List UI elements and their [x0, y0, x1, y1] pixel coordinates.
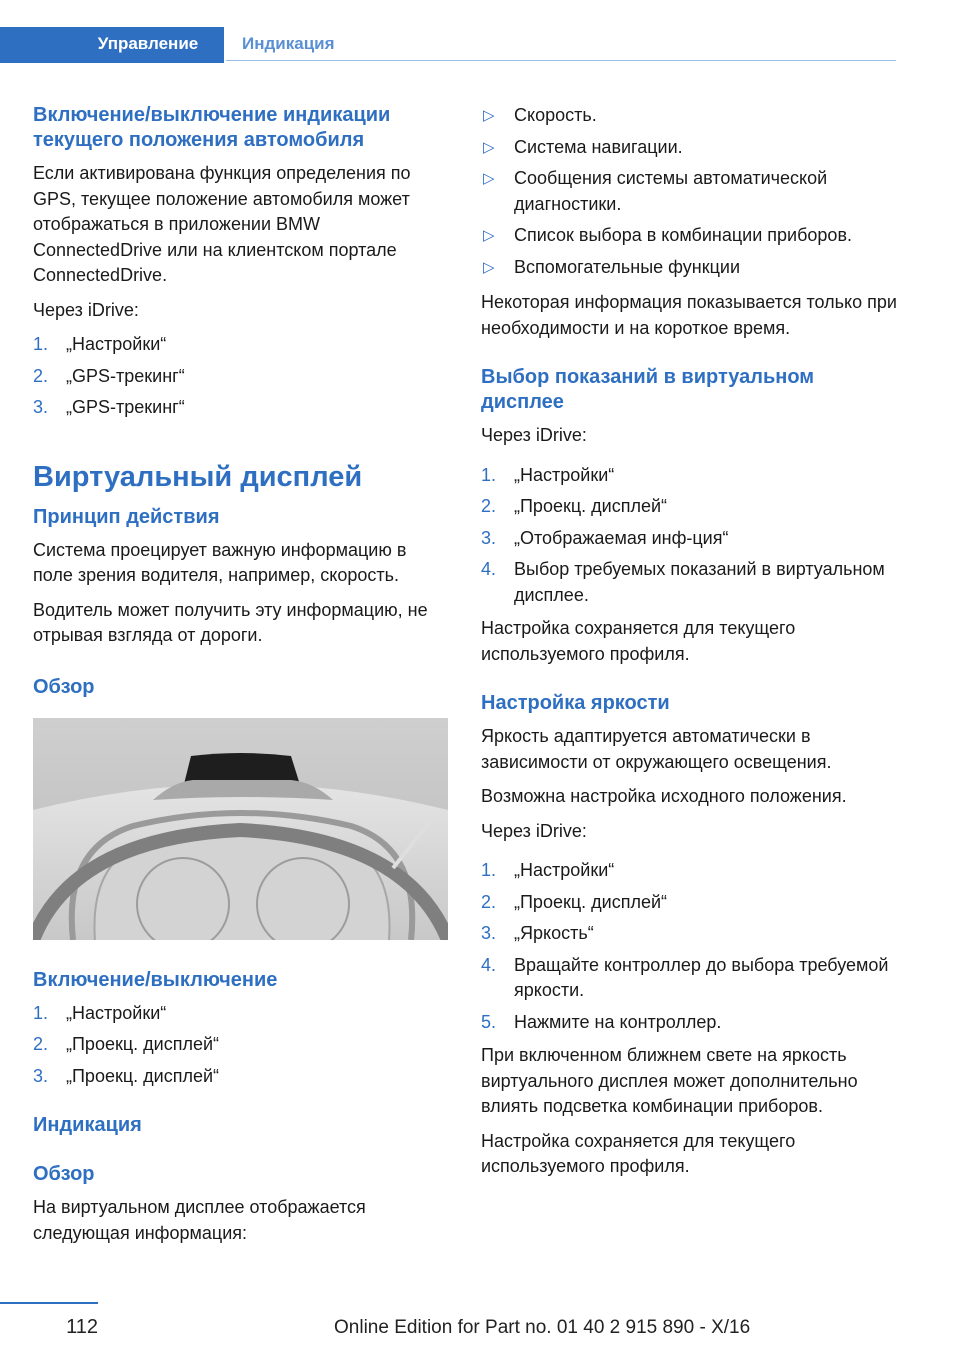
step-number: 3.	[481, 923, 497, 943]
step-text: „GPS-трекинг“	[66, 365, 185, 386]
list-item	[481, 166, 897, 217]
list-item	[481, 103, 897, 129]
paragraph-brightness-2: Возможна настройка исходного положения.	[481, 786, 847, 806]
step-text: „Настройки“	[66, 1002, 167, 1023]
steps-brightness	[481, 858, 897, 1035]
page-number: 112	[66, 1316, 98, 1338]
edition-note: Online Edition for Part no. 01 40 2 915 890 - X/16	[334, 1317, 751, 1338]
step-text: „Настройки“	[514, 464, 615, 485]
step-text: „Проекц. дисплей“	[514, 891, 668, 912]
step-number: 4.	[481, 954, 497, 975]
tab-control[interactable]: Управление	[72, 27, 224, 61]
section-title-gps-position: Включение/выключение индикации текущего положения автомобиля	[33, 104, 391, 151]
steps-select	[481, 463, 897, 609]
section-title-select: Выбор показаний в виртуальном дисплее	[481, 366, 815, 413]
list-item	[481, 921, 897, 947]
header-rule	[0, 61, 224, 63]
list-item	[33, 1032, 449, 1058]
list-item	[481, 557, 897, 608]
bullet-text: Сообщения системы автоматической диагностики.	[514, 168, 828, 214]
right-column	[481, 103, 897, 1189]
via-idrive-label: Через iDrive:	[481, 425, 587, 445]
list-item	[33, 1064, 449, 1090]
list-item	[481, 953, 897, 1004]
paragraph-brightness-1: Яркость адаптируется автоматически в зависимости от окружающего освещения.	[481, 726, 832, 772]
section-title-overview-2: Обзор	[33, 1163, 95, 1185]
section-title-indication: Индикация	[33, 1114, 142, 1136]
section-title-overview: Обзор	[33, 675, 95, 698]
step-number: 3.	[33, 1065, 49, 1086]
step-text: „Настройки“	[66, 334, 167, 354]
list-item	[33, 395, 449, 421]
paragraph-saved-1: Настройка сохраняется для текущего используемого профиля.	[481, 618, 796, 664]
bullet-text: Система навигации.	[514, 136, 683, 157]
paragraph-brightness-3: При включенном ближнем свете на яркость виртуального дисплея может дополнительно влиять подсветка комбинации приборов.	[481, 1045, 858, 1116]
step-text: Нажмите на контроллер.	[514, 1011, 722, 1032]
header-bar-stub	[0, 27, 72, 61]
header-rule-light	[226, 60, 896, 61]
step-text: „Проекц. дисплей“	[514, 496, 668, 516]
footer-rule	[0, 1302, 98, 1304]
step-text: „Настройки“	[514, 860, 615, 880]
list-item	[481, 858, 897, 884]
list-item	[481, 1010, 897, 1036]
step-number: 2.	[481, 891, 497, 912]
step-text: „Отображаемая инф-ция“	[514, 527, 729, 548]
list-item	[33, 364, 449, 390]
section-title-on-off: Включение/выключение	[33, 968, 278, 991]
triangle-bullet-icon: ▷	[483, 107, 495, 124]
list-item	[481, 526, 897, 552]
paragraph-saved-2: Настройка сохраняется для текущего используемого профиля.	[481, 1130, 796, 1176]
head-up-display-illustration	[33, 718, 448, 940]
display-items-list	[481, 103, 897, 280]
paragraph-info: Некоторая информация показывается только при необходимости и на короткое время.	[481, 292, 897, 338]
step-text: „GPS-трекинг“	[66, 397, 185, 417]
step-number: 5.	[481, 1011, 497, 1032]
list-item	[481, 890, 897, 916]
left-column	[33, 103, 449, 1255]
via-idrive-label: Через iDrive:	[33, 299, 139, 320]
step-text: „Проекц. дисплей“	[66, 1065, 220, 1086]
step-number: 1.	[481, 464, 497, 485]
step-text: „Яркость“	[514, 923, 594, 943]
list-item	[481, 135, 897, 161]
step-text: „Проекц. дисплей“	[66, 1034, 220, 1054]
paragraph-gps: Если активирована функция определения по GPS, текущее положение автомобиля может отображаться в приложении BMW ConnectedDrive или на клиентском портале ConnectedDrive.	[33, 163, 411, 285]
chapter-title: Виртуальный дисплей	[33, 460, 363, 493]
list-item	[33, 1001, 449, 1027]
triangle-bullet-icon: ▷	[483, 138, 495, 156]
list-item	[481, 223, 897, 249]
step-number: 1.	[33, 334, 49, 354]
list-item	[481, 255, 897, 281]
triangle-bullet-icon: ▷	[483, 170, 495, 187]
list-item	[33, 332, 449, 358]
step-number: 1.	[481, 860, 497, 880]
steps-on-off	[33, 1001, 449, 1090]
via-idrive-label: Через iDrive:	[481, 820, 587, 841]
section-title-principle: Принцип действия	[33, 505, 220, 528]
bullet-text: Список выбора в комбинации приборов.	[514, 225, 853, 245]
paragraph-principle-1: Система проецирует важную информацию в поле зрения водителя, например, скорость.	[33, 539, 407, 585]
tab-indication[interactable]: Индикация	[242, 34, 335, 53]
step-number: 3.	[481, 527, 497, 548]
step-number: 3.	[33, 397, 49, 417]
paragraph-overview-2: На виртуальном дисплее отображается следующая информация:	[33, 1197, 366, 1243]
step-number: 2.	[33, 1034, 49, 1054]
paragraph-principle-2: Водитель может получить эту информацию, не отрывая взгляда от дороги.	[33, 599, 428, 645]
bullet-text: Вспомогательные функции	[514, 256, 741, 277]
triangle-bullet-icon: ▷	[483, 227, 495, 244]
step-text: Выбор требуемых показаний в виртуальном дисплее.	[514, 559, 885, 605]
step-number: 2.	[481, 496, 497, 516]
step-number: 1.	[33, 1002, 49, 1023]
bullet-text: Скорость.	[514, 105, 597, 125]
step-text: Вращайте контроллер до выбора требуемой яркости.	[514, 954, 889, 1000]
step-number: 2.	[33, 365, 49, 386]
list-item	[481, 463, 897, 489]
list-item	[481, 494, 897, 520]
triangle-bullet-icon: ▷	[483, 258, 495, 276]
steps-gps	[33, 332, 449, 421]
step-number: 4.	[481, 559, 497, 579]
section-title-brightness: Настройка яркости	[481, 692, 670, 714]
